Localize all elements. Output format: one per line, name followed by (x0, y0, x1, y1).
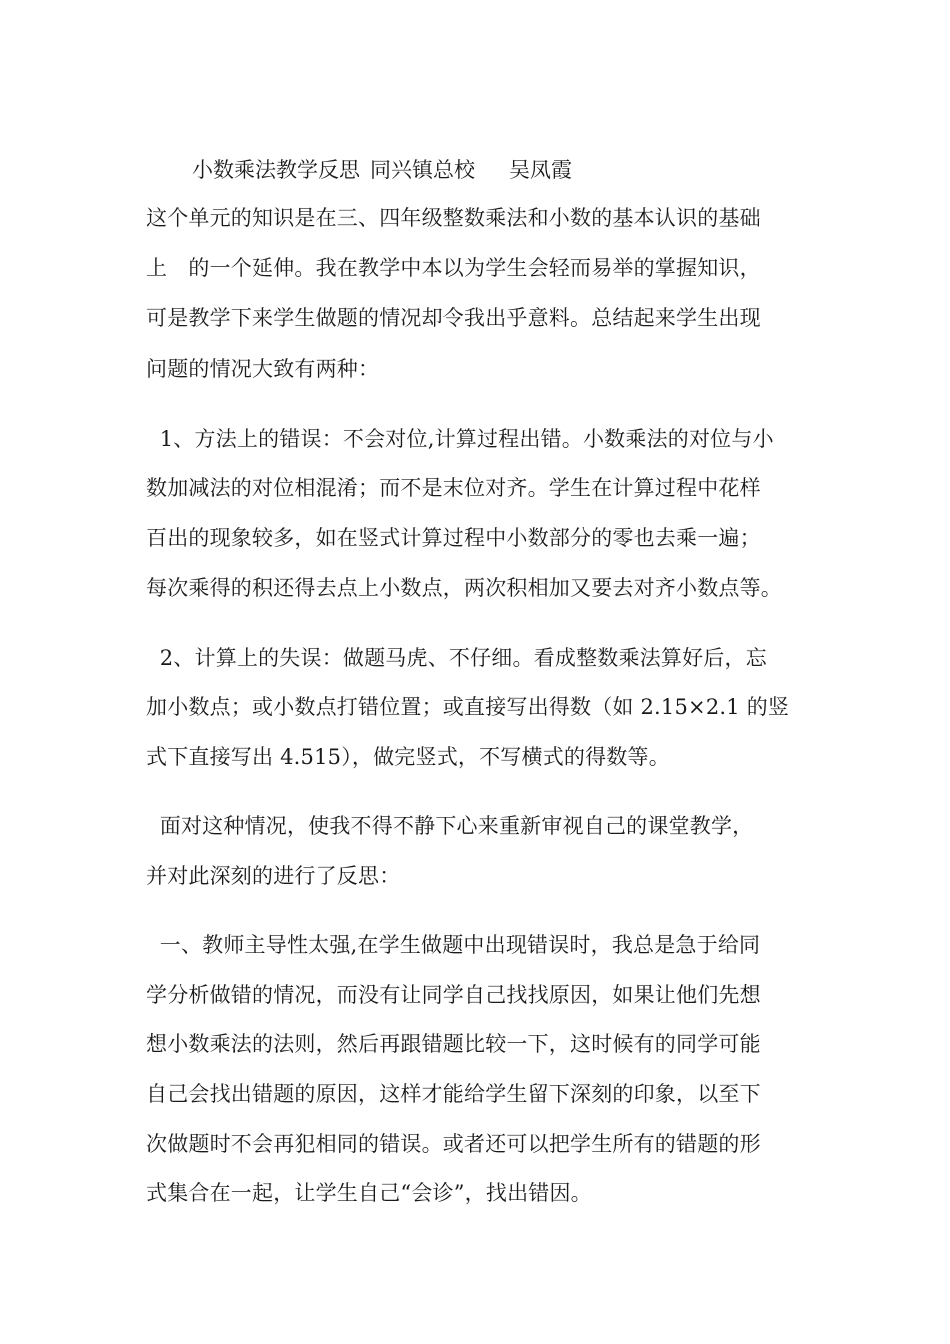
text-line: 次做题时不会再犯相同的错误。或者还可以把学生所有的错题的形 (146, 1132, 761, 1156)
title-main: 小数乘法教学反思 (192, 158, 360, 182)
text-line: 数加减法的对位相混淆；而不是末位对齐。学生在计算过程中花样 (146, 476, 761, 500)
text-line: 一、教师主导性太强,在学生做题中出现错误时，我总是急于给同 (146, 933, 761, 957)
text-line: 式集合在一起，让学生自己“会诊”，找出错因。 (146, 1181, 592, 1205)
text-line: 可是教学下来学生做题的情况却令我出乎意料。总结起来学生出现 (146, 306, 761, 330)
text-line: 自己会找出错题的原因，这样才能给学生留下深刻的印象，以至下 (146, 1082, 761, 1106)
text-line: 面对这种情况，使我不得不静下心来重新审视自己的课堂教学， (146, 814, 754, 838)
text-line: 每次乘得的积还得去点上小数点，两次积相加又要去对齐小数点等。 (146, 576, 782, 600)
text-line: 加小数点；或小数点打错位置；或直接写出得数（如 2.15×2.1 的竖 (146, 695, 790, 719)
text-line: 百出的现象较多，如在竖式计算过程中小数部分的零也去乘一遍； (146, 526, 761, 550)
text-line: 问题的情况大致有两种： (146, 357, 380, 381)
document-title (192, 155, 572, 185)
text-line: 这个单元的知识是在三、四年级整数乘法和小数的基本认识的基础 (146, 206, 761, 230)
text-line: 想小数乘法的法则，然后再跟错题比较一下，这时候有的同学可能 (146, 1032, 761, 1056)
text-line: 上 的一个延伸。我在教学中本以为学生会轻而易举的掌握知识， (146, 256, 761, 280)
title-author: 吴凤霞 (509, 158, 572, 182)
text-line: 2、计算上的失误：做题马虎、不仔细。看成整数乘法算好后，忘 (146, 646, 767, 670)
title-school: 同兴镇总校 (370, 158, 475, 182)
text-line: 学分析做错的情况，而没有让同学自己找找原因，如果让他们先想 (146, 983, 761, 1007)
text-line: 式下直接写出 4.515），做完竖式，不写横式的得数等。 (146, 745, 670, 769)
text-line: 并对此深刻的进行了反思： (146, 864, 401, 888)
text-line: 1、方法上的错误：不会对位,计算过程出错。小数乘法的对位与小 (146, 427, 774, 451)
